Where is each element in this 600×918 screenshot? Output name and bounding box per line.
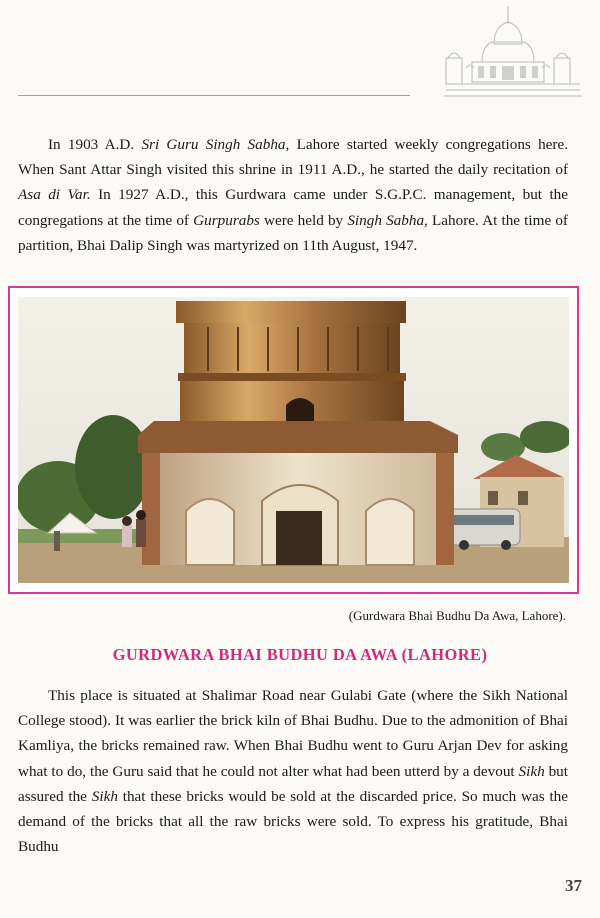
body-paragraph-2: This place is situated at Shalimar Road near Gulabi Gate (where the Sikh National College stood). It was earlier the brick kiln of Bhai Budhu. Due to the admonition of Bhai Kamliya, the bricks remained raw. When Bhai Budhu went to Guru Arjan Dev for asking what to do, the Guru said that he could not alter what had been utterd by a devout Sikh but assured the Sikh that these bricks would be sold at the discarded price. So much was the demand of the bricks that all the raw bricks were sold. To express his gratitude, Bhai Budhu xyxy=(18,687,569,856)
photo-frame xyxy=(8,286,579,594)
body-paragraph-1: In 1903 A.D. Sri Guru Singh Sabha, Lahore started weekly congregations here. When Sant Attar Singh visited this shrine in 1911 A.D., he started the daily recitation of Asa di Var. In 1927 A.D., this Gurdwara came under S.G.P.C. management, but the congregations at the time of Gurpurabs were held by Singh Sabha, Lahore. At the time of partition, Bhai Dalip Singh was martyrized on 11th August, 1947. xyxy=(18,136,569,254)
page-number: 37 xyxy=(565,876,582,895)
header-rule xyxy=(18,95,410,96)
section-title: GURDWARA BHAI BUDHU DA AWA (LAHORE) xyxy=(112,645,488,664)
gurdwara-emblem-icon xyxy=(442,2,584,102)
gurdwara-photo xyxy=(18,297,569,583)
photo-caption: (Gurdwara Bhai Budhu Da Awa, Lahore). xyxy=(348,608,566,623)
